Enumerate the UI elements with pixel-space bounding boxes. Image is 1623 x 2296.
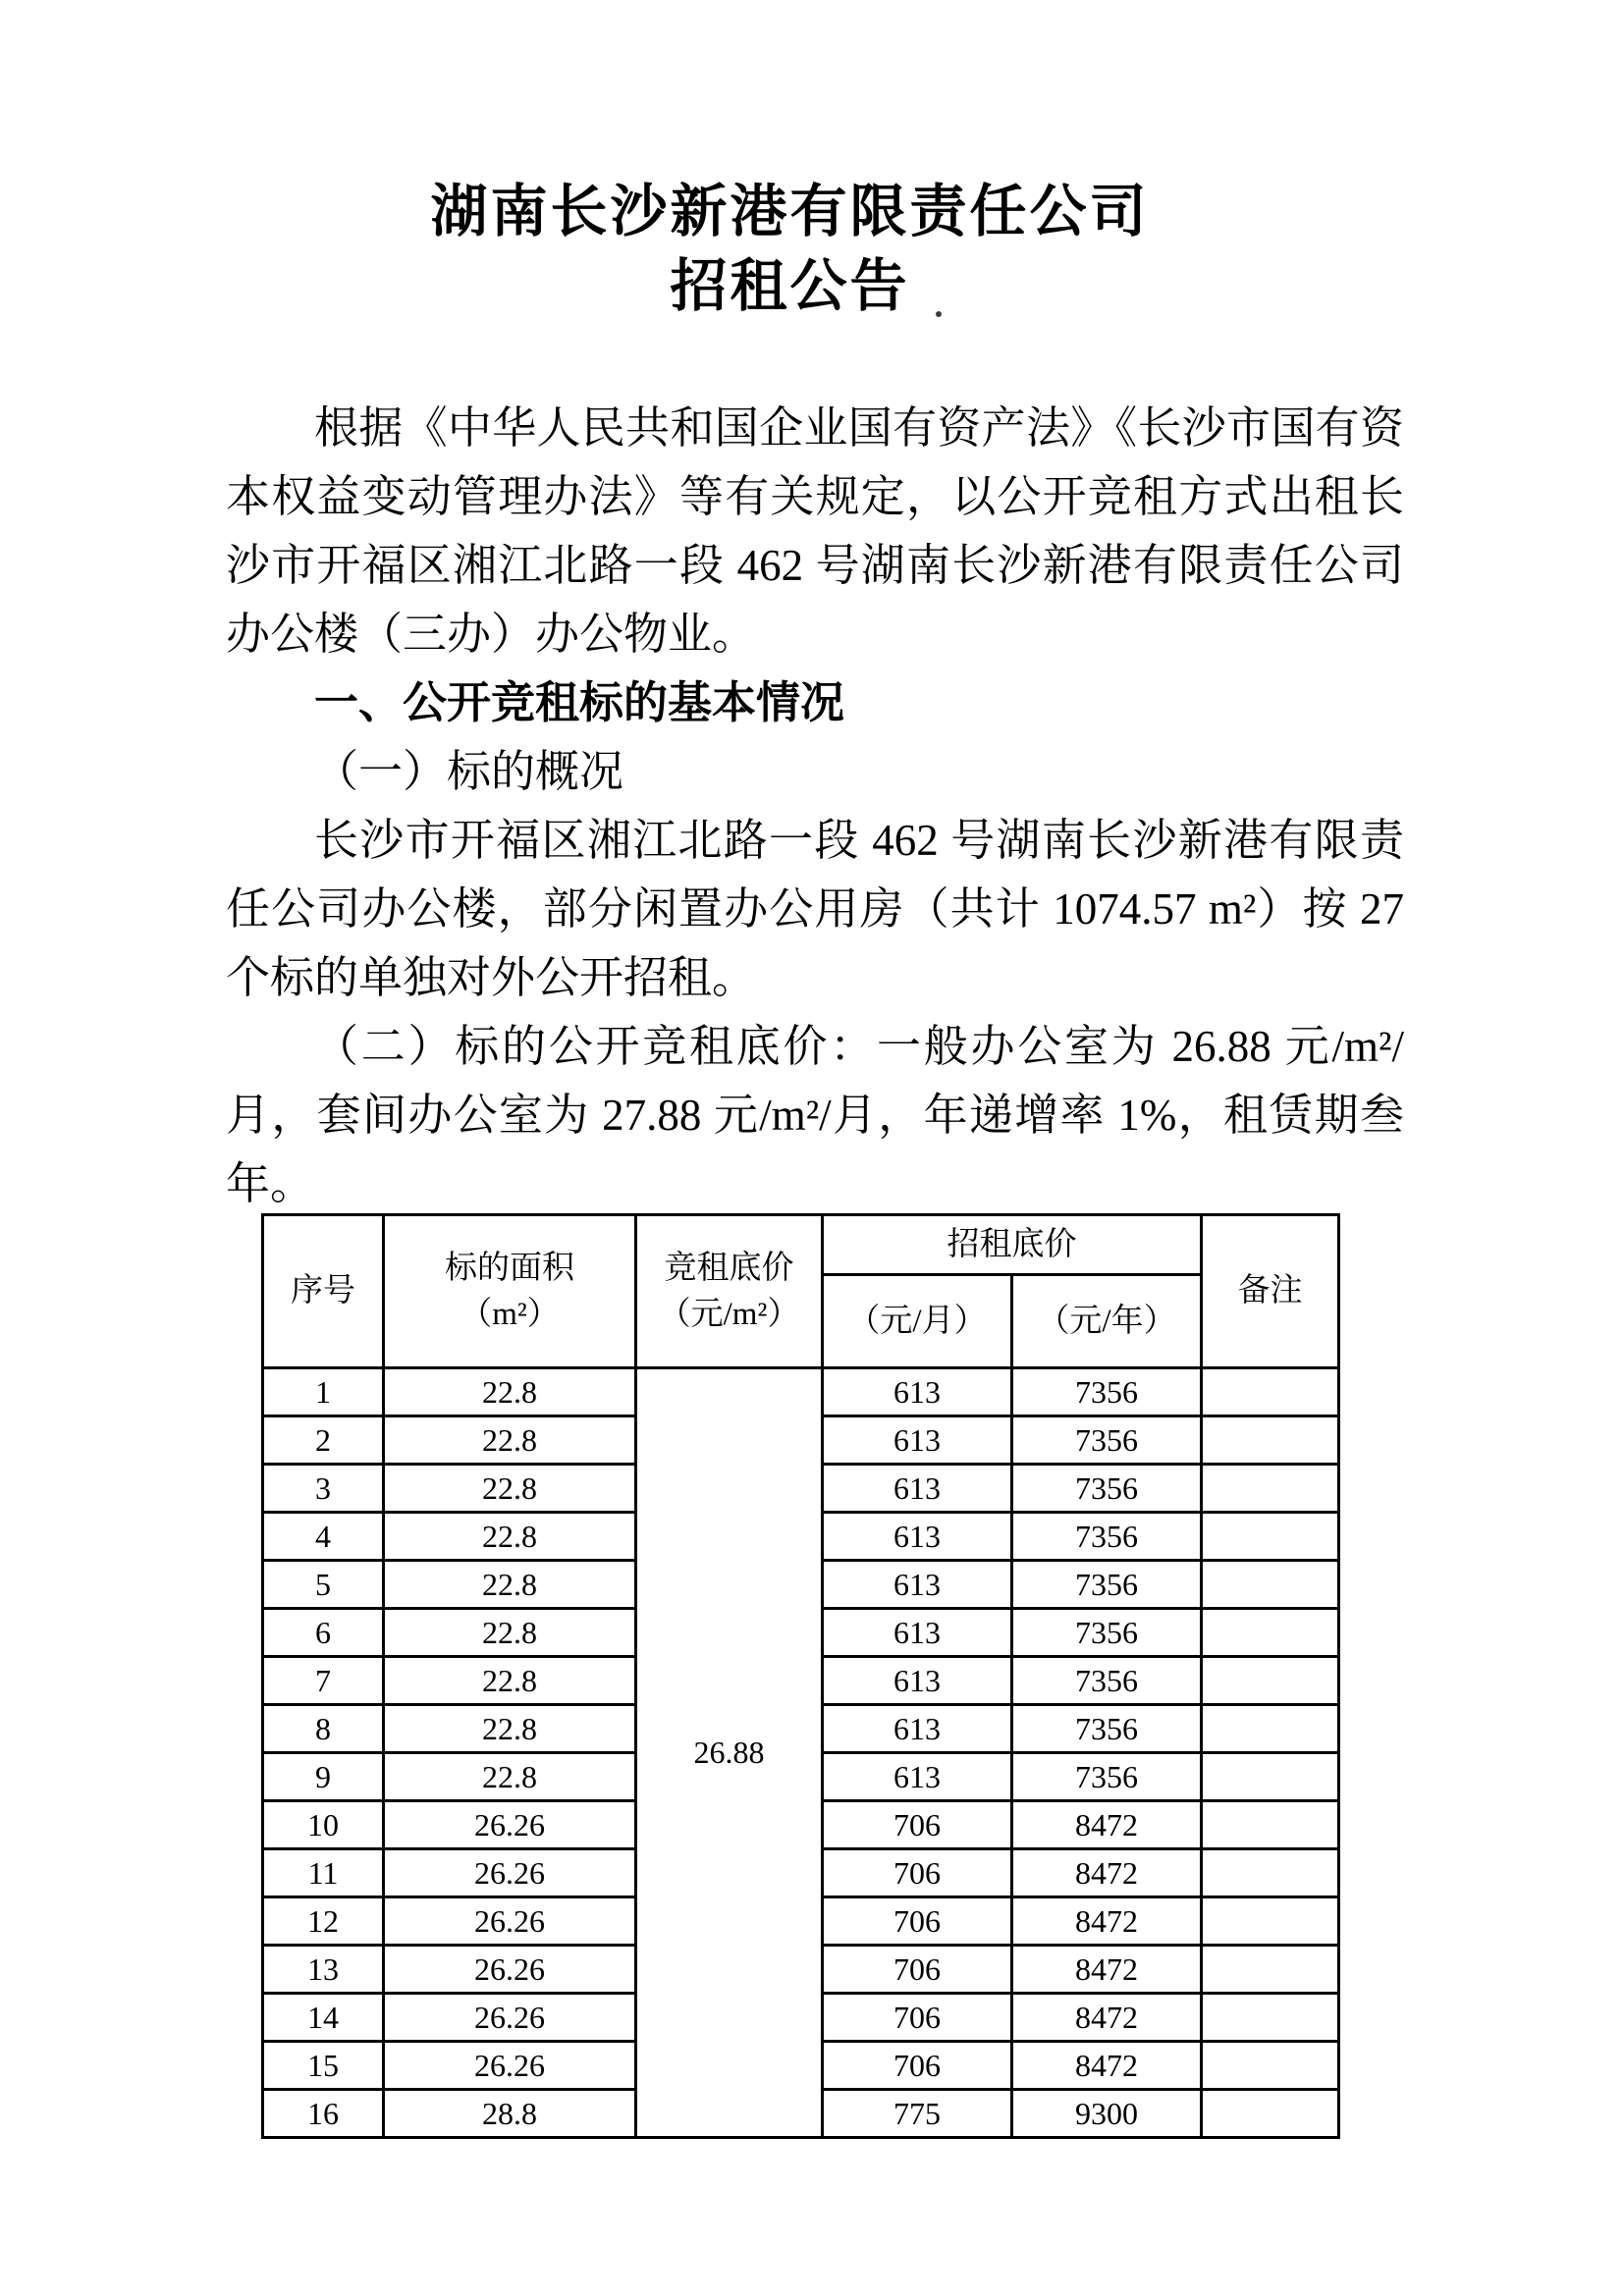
cell-area: 28.8 [384, 2090, 636, 2138]
cell-remark [1202, 1368, 1339, 1416]
cell-rent-per-year: 7356 [1012, 1513, 1202, 1561]
cell-seq: 16 [263, 2090, 384, 2138]
cell-seq: 13 [263, 1946, 384, 1994]
cell-remark [1202, 1801, 1339, 1849]
cell-seq: 3 [263, 1465, 384, 1513]
cell-rent-per-month: 613 [823, 1609, 1012, 1657]
header-seq-label: 序号 [291, 1273, 355, 1309]
cell-rent-per-month: 775 [823, 2090, 1012, 2138]
header-base-price-label-line1: 竞租底价 [664, 1251, 794, 1287]
header-area-label-line2: （m²） [460, 1296, 560, 1332]
cell-remark [1202, 1657, 1339, 1705]
cell-area: 22.8 [384, 1465, 636, 1513]
cell-rent-per-month: 613 [823, 1561, 1012, 1609]
cell-rent-per-month: 706 [823, 1801, 1012, 1849]
cell-area: 26.26 [384, 2042, 636, 2090]
scan-artifact-dot [936, 311, 942, 317]
cell-rent-per-month: 706 [823, 1849, 1012, 1897]
cell-rent-per-year: 7356 [1012, 1416, 1202, 1465]
cell-rent-per-month: 613 [823, 1753, 1012, 1801]
cell-rent-per-year: 8472 [1012, 1946, 1202, 1994]
title-announcement: 招租公告 [670, 254, 910, 318]
sub1-heading: （一）标的概况 [314, 747, 624, 796]
cell-rent-per-year: 8472 [1012, 1994, 1202, 2042]
title-company-name: 湖南长沙新港有限责任公司 [430, 180, 1150, 243]
document-title [0, 175, 1601, 324]
cell-remark [1202, 1705, 1339, 1753]
table-body [263, 1368, 1339, 2138]
cell-rent-per-year: 7356 [1012, 1561, 1202, 1609]
cell-remark [1202, 2090, 1339, 2138]
header-per-month-cell: （元/月） [823, 1275, 1012, 1368]
cell-remark [1202, 1994, 1339, 2042]
sub2-paragraph: （二）标的公开竞租底价：一般办公室为 26.88 元/m²/月，套间办公室为 27.88 元/m²/月，年递增率 1%，租赁期叁年。 [226, 1022, 1404, 1208]
cell-rent-per-year: 7356 [1012, 1465, 1202, 1513]
cell-remark [1202, 1753, 1339, 1801]
cell-seq: 12 [263, 1897, 384, 1946]
cell-rent-per-year: 8472 [1012, 2042, 1202, 2090]
cell-remark [1202, 1609, 1339, 1657]
cell-remark [1202, 1849, 1339, 1897]
cell-area: 26.26 [384, 1849, 636, 1897]
cell-seq: 8 [263, 1705, 384, 1753]
header-base-price-label-line2: （元/m²） [658, 1296, 800, 1332]
cell-rent-per-month: 613 [823, 1368, 1012, 1416]
cell-area: 22.8 [384, 1368, 636, 1416]
header-per-year-cell: （元/年） [1012, 1275, 1202, 1368]
cell-rent-per-month: 706 [823, 1897, 1012, 1946]
header-base-price-cell [636, 1215, 823, 1368]
cell-area: 26.26 [384, 1801, 636, 1849]
table-header [263, 1215, 1339, 1368]
cell-remark [1202, 1561, 1339, 1609]
cell-rent-per-month: 613 [823, 1416, 1012, 1465]
cell-seq: 1 [263, 1368, 384, 1416]
cell-remark [1202, 1416, 1339, 1465]
cell-rent-per-year: 8472 [1012, 1849, 1202, 1897]
cell-seq: 14 [263, 1994, 384, 2042]
cell-rent-per-month: 706 [823, 2042, 1012, 2090]
cell-rent-per-year: 7356 [1012, 1705, 1202, 1753]
cell-rent-per-year: 8472 [1012, 1801, 1202, 1849]
intro-paragraph: 根据《中华人民共和国企业国有资产法》《长沙市国有资本权益变动管理办法》等有关规定，以公开竞租方式出租长沙市开福区湘江北路一段 462 号湖南长沙新港有限责任公司办公楼（三办）办公物业。 [226, 403, 1404, 659]
cell-area: 22.8 [384, 1561, 636, 1609]
header-seq-cell [263, 1215, 384, 1368]
table-row [263, 1368, 1339, 1416]
cell-rent-per-month: 706 [823, 1946, 1012, 1994]
cell-seq: 11 [263, 1849, 384, 1897]
header-area-cell [384, 1215, 636, 1368]
cell-area: 22.8 [384, 1609, 636, 1657]
cell-remark [1202, 1465, 1339, 1513]
table-header-row-1 [263, 1215, 1339, 1275]
section1-heading: 一、公开竞租标的基本情况 [314, 677, 845, 727]
cell-seq: 9 [263, 1753, 384, 1801]
cell-seq: 15 [263, 2042, 384, 2090]
cell-rent-per-year: 9300 [1012, 2090, 1202, 2138]
cell-area: 22.8 [384, 1513, 636, 1561]
cell-area: 22.8 [384, 1416, 636, 1465]
cell-rent-per-month: 613 [823, 1465, 1012, 1513]
cell-rent-per-month: 706 [823, 1994, 1012, 2042]
cell-rent-per-month: 613 [823, 1513, 1012, 1561]
cell-seq: 5 [263, 1561, 384, 1609]
cell-rent-per-year: 7356 [1012, 1753, 1202, 1801]
header-rent-group-cell: 招租底价 [823, 1215, 1202, 1275]
cell-area: 22.8 [384, 1705, 636, 1753]
cell-area: 22.8 [384, 1753, 636, 1801]
header-area-label-line1: 标的面积 [445, 1251, 574, 1287]
cell-remark [1202, 1946, 1339, 1994]
cell-seq: 6 [263, 1609, 384, 1657]
cell-rent-per-year: 7356 [1012, 1609, 1202, 1657]
cell-remark [1202, 2042, 1339, 2090]
sub1-paragraph: 长沙市开福区湘江北路一段 462 号湖南长沙新港有限责任公司办公楼，部分闲置办公用房（共计 1074.57 m²）按 27 个标的单独对外公开招租。 [226, 816, 1404, 1002]
cell-area: 26.26 [384, 1946, 636, 1994]
header-remark-cell: 备注 [1202, 1215, 1339, 1368]
merged-base-price-cell: 26.88 [636, 1368, 823, 2138]
cell-remark [1202, 1897, 1339, 1946]
rental-lots-table [261, 1213, 1340, 2139]
cell-remark [1202, 1513, 1339, 1561]
cell-rent-per-month: 613 [823, 1705, 1012, 1753]
cell-seq: 4 [263, 1513, 384, 1561]
cell-rent-per-year: 7356 [1012, 1368, 1202, 1416]
cell-rent-per-year: 7356 [1012, 1657, 1202, 1705]
cell-seq: 10 [263, 1801, 384, 1849]
cell-rent-per-month: 613 [823, 1657, 1012, 1705]
cell-area: 26.26 [384, 1994, 636, 2042]
cell-area: 22.8 [384, 1657, 636, 1705]
cell-seq: 2 [263, 1416, 384, 1465]
document-body [226, 394, 1404, 1218]
cell-seq: 7 [263, 1657, 384, 1705]
cell-rent-per-year: 8472 [1012, 1897, 1202, 1946]
cell-area: 26.26 [384, 1897, 636, 1946]
